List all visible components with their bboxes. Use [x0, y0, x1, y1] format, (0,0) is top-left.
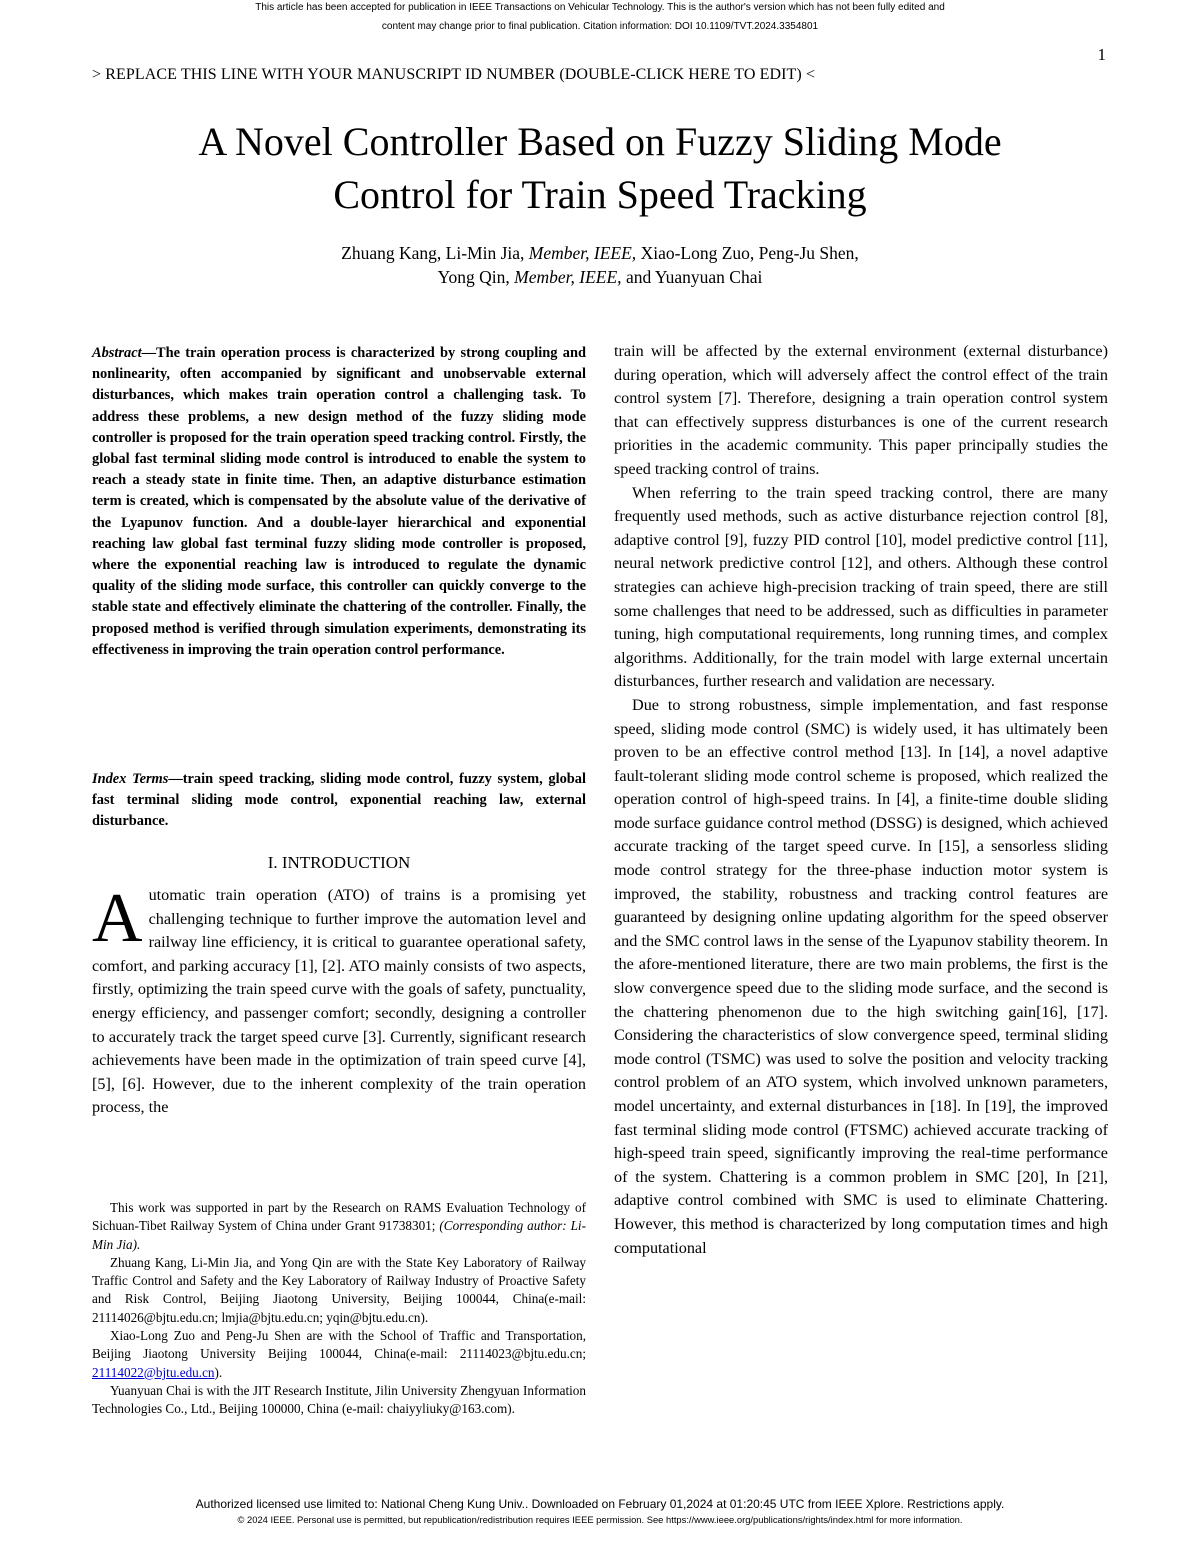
footnote-funding	[92, 1199, 586, 1254]
accepted-banner-line1: This article has been accepted for publication in IEEE Transactions on Vehicular Technology. This is the author's version which has not been fully edited and	[255, 2, 945, 13]
abstract	[92, 343, 586, 661]
footnote-text: ).	[214, 1364, 223, 1380]
body-paragraph: Due to strong robustness, simple implementation, and fast response speed, sliding mode control (SMC) is widely used, it has ultimately been proven to be an effective control method [13]. In [14], a novel adaptive fault-tolerant sliding mode control scheme is proposed, which realized the operation control of high-speed trains. In [4], a finite-time double sliding mode surface guidance control method (DSSG) is designed, which achieved accurate tracking of the target speed curve. In [15], a sensorless sliding mode control strategy for the three-phase induction motor system is improved, the stability, robustness and tracking control features are guaranteed by designing online updating algorithm for the speed observer and the SMC control laws in the sense of the Lyapunov stability theorem. In the afore-mentioned literature, there are two main problems, the first is the slow convergence speed due to the sliding mode surface, and the second is the chattering phenomenon due to the high switching gain[16], [17]. Considering the characteristics of slow convergence speed, terminal sliding mode control (TSMC) was used to solve the position and velocity tracking control problem of an ATO system, which involved unknown parameters, model uncertainty, and external disturbances in [18]. In [19], the improved fast terminal sliding mode control (FTSMC) achieved accurate tracking of high-speed train speed, significantly improving the real-time performance of the system. Chattering is a common problem in SMC [20], In [21], adaptive control combined with SMC is used to eliminate Chattering. However, this method is characterized by long computation times and high computational	[614, 695, 1108, 1257]
index-terms	[92, 769, 586, 833]
manuscript-id-line: > REPLACE THIS LINE WITH YOUR MANUSCRIPT ID NUMBER (DOUBLE-CLICK HERE TO EDIT) <	[92, 66, 816, 83]
authors-line2	[0, 265, 1200, 289]
intro-text: utomatic train operation (ATO) of trains is a promising yet challenging technique to further improve the automation level and railway line efficiency, it is critical to guarantee operational safety, comfort, and parking accuracy [1], [2]. ATO mainly consists of two aspects, firstly, optimizing the train speed curve with the goals of safety, punctuality, energy efficiency, and passenger comfort; secondly, designing a controller to accurately track the target speed curve [3]. Currently, significant research achievements have been made in the optimization of train speed curve [4], [5], [6]. However, due to the inherent complexity of the train operation process, the	[92, 886, 586, 1117]
section-heading: I. INTRODUCTION	[267, 853, 411, 872]
intro-paragraph	[92, 880, 586, 1120]
footnote-text: This work was supported in part by the Research on RAMS Evaluation Technology of Sichuan-Tibet Railway System of China under Grant 91738301;	[92, 1200, 586, 1234]
license-footer: Authorized licensed use limited to: National Cheng Kung Univ.. Downloaded on February 01,2024 at 01:20:45 UTC from IEEE Xplore. Restrictions apply.	[195, 1497, 1005, 1511]
abstract-label: Abstract	[92, 345, 142, 361]
author-list	[0, 241, 1200, 289]
authors-text: Xiao-Long Zuo, Peng-Ju Shen,	[636, 243, 859, 263]
footnotes	[92, 1199, 586, 1419]
email-link[interactable]: 21114022@bjtu.edu.cn	[92, 1364, 215, 1380]
footnote-text: Xiao-Long Zuo and Peng-Ju Shen are with the School of Traffic and Transportation, Beijing Jiaotong University Beijing 100044, China(e-mail: 21114023@bjtu.edu.cn;	[92, 1328, 586, 1362]
abstract-text: —The train operation process is characterized by strong coupling and nonlinearity, often accompanied by significant and unobservable external disturbances, which makes train operation control a challenging task. To address these problems, a new design method of the fuzzy sliding mode controller is proposed for the train operation speed tracking control. Firstly, the global fast terminal sliding mode control is introduced to enable the system to reach a steady state in finite time. Then, an adaptive disturbance estimation term is created, which is compensated by the absolute value of the derivative of the Lyapunov function. And a double-layer hierarchical and exponential reaching law global fast terminal fuzzy sliding mode controller is proposed, where the exponential reaching law is introduced to regulate the dynamic quality of the sliding mode surface, this controller can quickly converge to the stable state and effectively eliminate the chattering of the controller. Finally, the proposed method is verified through simulation experiments, demonstrating its effectiveness in improving the train operation control performance.	[92, 345, 586, 658]
footnote-affiliation-3: Yuanyuan Chai is with the JIT Research Institute, Jilin University Zhengyuan Information Technologies Co., Ltd., Beijing 100000, China (e-mail: chaiyyliuky@163.com).	[92, 1382, 586, 1417]
body-paragraph: When referring to the train speed tracking control, there are many frequently used methods, such as active disturbance rejection control [8], adaptive control [9], fuzzy PID control [10], model predictive control [11], neural network predictive control [12], and others. Although these control strategies can achieve high-precision tracking of train speed, there are still some challenges that need to be addressed, such as difficulties in parameter tuning, high computational requirements, long running times, and complex algorithms. Additionally, for the train model with large external uncertain disturbances, further research and validation are necessary.	[614, 483, 1108, 691]
copyright-footer: © 2024 IEEE. Personal use is permitted, but republication/redistribution requires IEEE permission. See https://www.ieee.org/publications/rights/index.html for more information.	[237, 1514, 963, 1525]
footnote-affiliation-1: Zhuang Kang, Li-Min Jia, and Yong Qin are with the State Key Laboratory of Railway Traffic Control and Safety and the Key Laboratory of Railway Industry of Proactive Safety and Risk Control, Beijing Jiaotong University, Beijing 100044, China(e-mail: 21114026@bjtu.edu.cn; lmjia@bjtu.edu.cn; yqin@bjtu.edu.cn).	[92, 1254, 586, 1325]
drop-cap: A	[92, 880, 143, 957]
author-role: Member, IEEE,	[528, 243, 637, 263]
corresponding-author: (Corresponding author: Li-Min Jia).	[92, 1218, 586, 1252]
authors-text: Zhuang Kang, Li-Min Jia,	[341, 243, 529, 263]
index-terms-text: —train speed tracking, sliding mode control, fuzzy system, global fast terminal sliding mode control, exponential reaching law, external disturbance.	[92, 771, 586, 830]
accepted-banner-line2: content may change prior to final publication. Citation information: DOI 10.1109/TVT.2024.3354801	[381, 21, 819, 32]
authors-text: and Yuanyuan Chai	[621, 267, 763, 287]
index-terms-label: Index Terms	[92, 771, 169, 787]
right-column	[614, 340, 1108, 1260]
title-line2: Control for Train Speed Tracking	[333, 172, 867, 217]
title-line1: A Novel Controller Based on Fuzzy Sliding Mode	[198, 119, 1002, 164]
paper-title	[0, 115, 1200, 221]
authors-text: Yong Qin,	[437, 267, 515, 287]
body-paragraph: train will be affected by the external environment (external disturbance) during operation, which will adversely affect the control effect of the train control system [7]. Therefore, designing a train operation control system that can effectively suppress disturbances is one of the current research priorities in the academic community. This paper principally studies the speed tracking control of trains.	[614, 342, 1108, 478]
page-number: 1	[1097, 45, 1106, 64]
authors-line1	[0, 241, 1200, 265]
footnote-affiliation-2	[92, 1327, 586, 1382]
author-role: Member, IEEE,	[514, 267, 622, 287]
